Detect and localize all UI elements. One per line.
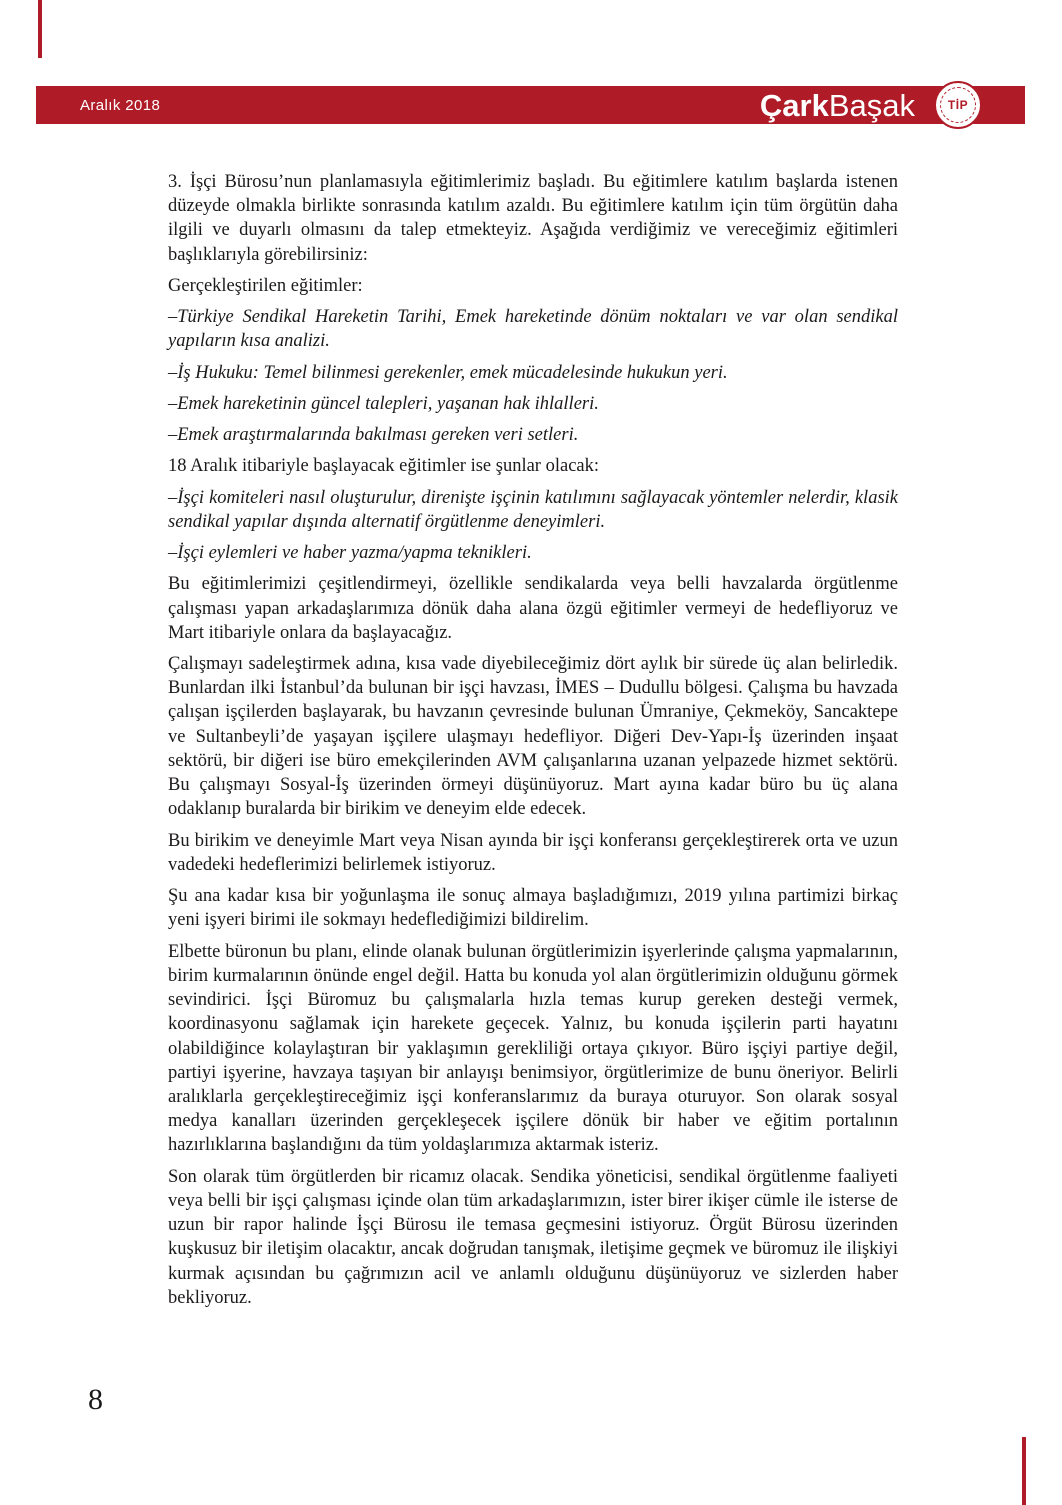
body-paragraph: –İşçi komiteleri nasıl oluşturulur, direnişte işçinin katılımını sağlayacak yöntemler nelerdir, klasik sendikal yapılar dışında alternatif örgütlenme deneyimleri.: [168, 487, 898, 532]
tip-party-logo-icon: [934, 81, 982, 129]
header-bar: [36, 86, 1025, 124]
body-paragraph: Elbette büronun bu planı, elinde olanak bulunan örgütlerimizin işyerlerinde çalışma yapmalarının, birim kurmalarının önünde engel değil. Hatta bu konuda yol alan örgütlerimizin olduğunu görmek sevindirici. İşçi Büromuz bu çalışmalarla hızla temas kurup gereken desteği vermek, koordinasyonu sağlamak için harekete geçecek. Yalnız, bu konuda işçilerin parti hayatını olabildiğince kolaylaştıran bir yaklaşımın gerekliliği ortaya çıkıyor. Büro işçiyi partiye değil, partiyi işyerine, havzaya taşıyan bir anlayışı benimsiyor, örgütlerimize de bunu öneriyor. Belirli aralıklarla gerçekleştireceğimiz işçi konferanslarımız da buraya oturuyor. Son olarak sosyal medya kanalları üzerinden gerçekleşecek işçilere dönük bir haber ve eğitim portalının hazırlıklarına başlandığını da tüm yoldaşlarımıza aktarmak isteriz.: [168, 941, 898, 1156]
body-paragraph: Son olarak tüm örgütlerden bir ricamız olacak. Sendika yöneticisi, sendikal örgütlenme faaliyeti veya belli bir işçi çalışması içinde olan tüm arkadaşlarımızın, ister birer ikişer cümle ile isterse de uzun bir rapor halinde İşçi Bürosu ile temasa geçmesini istiyoruz. Örgüt Bürosu üzerinden kuşkusuz bir iletişim olacaktır, ancak doğrudan tanışmak, iletişime geçmek ve büromuz ile ilişkiyi kurmak açısından bu çağrımızın acil ve anlamlı olduğunu düşünüyoruz ve sizlerden haber bekliyoruz.: [168, 1166, 898, 1308]
body-paragraph: 3. İşçi Bürosu’nun planlamasıyla eğitimlerimiz başladı. Bu eğitimlere katılım başlarda istenen düzeyde olmakla birlikte sonrasında katılım azaldı. Bu eğitimlere katılım için tüm örgütün daha ilgili ve duyarlı olmasını da talep etmekteyiz. Aşağıda verdiğimiz ve vereceğimiz eğitimleri başlıklarıyla görebilirsiniz:: [168, 172, 898, 265]
body-paragraph: Bu birikim ve deneyimle Mart veya Nisan ayında bir işçi konferansı gerçekleştirerek orta ve uzun vadedeki hedeflerimizi belirlemek istiyoruz.: [168, 830, 898, 875]
masthead-light-part: Başak: [828, 87, 915, 123]
body-paragraph: –İşçi eylemleri ve haber yazma/yapma teknikleri.: [168, 543, 532, 564]
body-paragraph: Çalışmayı sadeleştirmek adına, kısa vade diyebileceğimiz dört aylık bir sürede üç alan belirledik. Bunlardan ilki İstanbul’da bulunan bir işçi havzası, İMES – Dudullu bölgesi. Çalışma bu havzada çalışan işçilerden başlayarak, bu havzanın çevresinde bulunan Ümraniye, Çekmeköy, Sancaktepe ve Sultanbeyli’de yaşayan işçilere ulaşmayı hedefliyor. Diğeri Dev-Yapı-İş üzerinden inşaat sektörü, bir diğeri ise büro emekçilerinden AVM çalışanlarına uzanan yelpazede hizmet sektörü. Bu çalışmayı Sosyal-İş üzerinden örmeyi düşünüyoruz. Mart ayına kadar büro bu üç alana odaklanıp buralarda bir birikim ve deneyim elde edecek.: [168, 653, 898, 820]
masthead-title: [759, 87, 915, 123]
body-paragraph: –Türkiye Sendikal Hareketin Tarihi, Emek hareketinde dönüm noktaları ve var olan sendikal yapıların kısa analizi.: [168, 307, 898, 352]
body-paragraph: Şu ana kadar kısa bir yoğunlaşma ile sonuç almaya başladığımızı, 2019 yılına partimizi birkaç yeni işyeri birimi ile sokmayı hedeflediğimizi bildirelim.: [168, 886, 898, 931]
masthead-bold-part: Çark: [759, 87, 829, 123]
body-paragraph: –Emek araştırmalarında bakılması gereken veri setleri.: [168, 425, 579, 446]
body-paragraph: Bu eğitimlerimizi çeşitlendirmeyi, özellikle sendikalarda veya belli havzalarda örgütlenme çalışması yapan arkadaşlarımıza dönük daha alana özgü eğitimler vermeyi de hedefliyoruz ve Mart itibariyle onlara da başlayacağız.: [168, 574, 898, 643]
body-paragraph: –İş Hukuku: Temel bilinmesi gerekenler, emek mücadelesinde hukukun yeri.: [168, 362, 728, 383]
issue-date: Aralık 2018: [80, 96, 161, 114]
article-body: [168, 170, 898, 1317]
body-paragraph: Gerçekleştirilen eğitimler:: [168, 275, 363, 296]
tip-logo-label: TİP: [947, 98, 969, 112]
body-paragraph: –Emek hareketinin güncel talepleri, yaşanan hak ihlalleri.: [168, 393, 599, 414]
page-number: 8: [88, 1383, 103, 1416]
top-left-accent-line: [38, 0, 42, 58]
body-paragraph: 18 Aralık itibariyle başlayacak eğitimler ise şunlar olacak:: [168, 456, 600, 477]
tip-logo-ring: [940, 87, 976, 123]
bottom-right-accent-line: [1022, 1437, 1026, 1505]
